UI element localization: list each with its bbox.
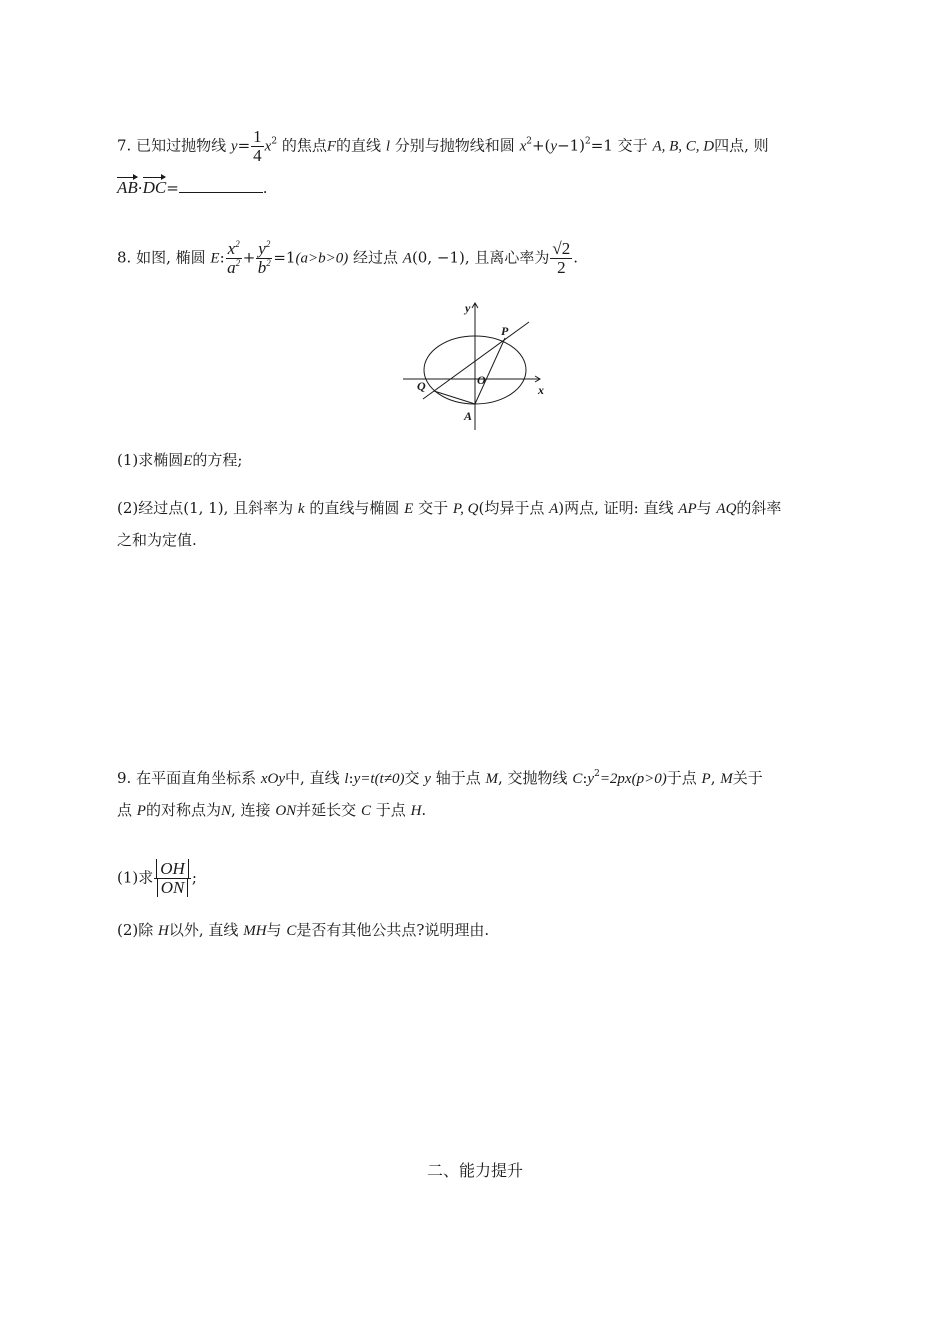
q8-part1-text: (1)求椭圆	[117, 451, 184, 469]
q8-exp: 2	[266, 258, 271, 268]
q9-var-P: P	[701, 771, 711, 787]
q9-var-l: l	[344, 771, 349, 787]
q9-part1	[117, 860, 197, 897]
q9-text: , 连接	[231, 801, 271, 819]
q7-circle-eq: =1	[590, 136, 613, 155]
q8-eccentricity	[550, 240, 572, 277]
q8-var-E: E	[210, 250, 220, 267]
q8-period: .	[573, 248, 579, 267]
q9-var-H: H	[158, 923, 169, 939]
q7-text: 分别与抛物线和圆	[394, 136, 515, 155]
q9-parabola-rhs: =2px	[599, 771, 632, 787]
q8-var-A: A	[402, 250, 412, 267]
q8-var-x: x	[227, 239, 236, 258]
q9-part2-text: 是否有其他公共点?说明理由.	[296, 921, 490, 939]
q9-text: 关于	[732, 769, 763, 787]
dot-operator: ·	[137, 179, 143, 197]
q7-frac-num: 1	[253, 127, 262, 146]
q8-var-b: b	[257, 258, 267, 277]
q7-exp: 2	[271, 136, 278, 147]
label-A: A	[464, 409, 473, 423]
q9-colon: :	[582, 769, 588, 787]
q7-exp: 2	[526, 136, 532, 147]
vector-DC: DC	[142, 178, 167, 197]
q8-line-AQ: AQ	[716, 501, 737, 517]
q8-part2-E: E	[404, 501, 414, 517]
q9-text: 并延长交	[296, 801, 357, 819]
q9-comma: ,	[710, 769, 716, 787]
q8-text: , 且离心率为	[464, 248, 550, 267]
q8-frac-x-den	[226, 259, 242, 277]
q8-coord-A: (0, −1)	[411, 248, 465, 267]
q7-var-l: l	[385, 138, 390, 155]
q7-fraction	[251, 128, 264, 165]
q9-line-eq: y=t	[353, 771, 375, 787]
q7-circle-y: y	[550, 138, 558, 155]
q9-text: 交	[404, 769, 420, 787]
label-O: O	[477, 373, 486, 387]
q9-parabola: y	[587, 771, 595, 787]
q8-frac-x-num	[226, 240, 242, 259]
q8-plus: +	[242, 248, 256, 267]
q8-exp: 2	[265, 239, 271, 249]
q7-line-1	[117, 128, 769, 165]
q9-var-C: C	[360, 803, 371, 819]
section-heading: 二、能力提升	[426, 1161, 523, 1180]
q8-part2-A: A	[549, 501, 559, 517]
q8-frac-y	[256, 240, 272, 277]
q7-var-y: y	[230, 138, 238, 155]
q8-text: 如图, 椭圆	[136, 248, 206, 267]
q7-text: 已知过抛物线	[136, 136, 227, 155]
q8-part2-text: 交于	[418, 499, 449, 517]
q9-part2-text: 与	[266, 921, 282, 939]
q7-line-2	[117, 176, 268, 198]
q9-ratio-fraction	[154, 860, 191, 897]
q8-part2-text: )两点, 证明: 直线	[558, 499, 674, 517]
label-x: x	[538, 383, 544, 397]
q9-text: 中, 直线	[285, 769, 340, 787]
q9-part1-text: ;	[191, 868, 197, 887]
q9-var-M: M	[485, 771, 498, 787]
q8-exp: 2	[235, 239, 240, 249]
q9-part2-text: (2)除	[117, 921, 154, 939]
q8-part2-text: 的斜率	[736, 499, 782, 517]
label-Q: Q	[417, 379, 426, 393]
q7-text: 的焦点	[281, 136, 327, 155]
q9-ON: ON	[275, 803, 297, 819]
q9-text: 于点	[375, 801, 406, 819]
q8-frac-y-den	[256, 259, 272, 277]
q8-part2	[117, 498, 781, 519]
q7-var-F: F	[326, 138, 337, 155]
q8-part1-text: 的方程;	[192, 451, 243, 469]
abs-ON: ON	[157, 878, 189, 897]
q8-points-PQ: P, Q	[452, 501, 479, 517]
q8-part1	[117, 450, 242, 471]
q8-part2-text: 之和为定值.	[117, 531, 197, 549]
q9-var-C: C	[572, 771, 583, 787]
q7-circle-eq: +(	[531, 136, 551, 155]
q8-part1-E: E	[183, 453, 193, 469]
segment-AQ	[434, 391, 475, 404]
q8-part2-text: (2)经过点(1, 1), 且斜率为	[117, 499, 294, 517]
q8-part2-cont	[117, 530, 197, 550]
q9-text: 于点	[666, 769, 697, 787]
line-PQ	[423, 322, 529, 399]
q8-part2-text: 与	[696, 499, 712, 517]
q9-line-MH: MH	[243, 923, 267, 939]
q8-part2-text: 的直线与椭圆	[309, 499, 400, 517]
q9-text: 的对称点为	[145, 801, 221, 819]
q9-var-N: N	[220, 803, 231, 819]
q7-frac-den: 4	[253, 146, 262, 165]
label-y: y	[465, 301, 471, 315]
q9-xOy: xOy	[260, 771, 286, 787]
q7-text: 交于	[617, 136, 648, 155]
q9-text: , 交抛物线	[498, 769, 568, 787]
q7-circle-eq: −1)	[557, 136, 586, 155]
q8-var-k: k	[297, 501, 305, 517]
q9-number: 9.	[117, 769, 132, 787]
ellipse-figure	[398, 298, 558, 433]
segment-AP	[475, 338, 505, 404]
q9-line-1	[117, 768, 763, 789]
q9-condition: (t≠0)	[374, 771, 405, 787]
q9-text: 在平面直角坐标系	[136, 769, 257, 787]
q7-points: A, B, C, D	[652, 138, 715, 155]
q9-part2-text: 以外, 直线	[168, 921, 239, 939]
q7-equals: =	[166, 179, 179, 197]
q8-ecc-num: √2	[552, 239, 571, 258]
q7-exp: 2	[585, 136, 591, 147]
q7-period: .	[262, 179, 268, 197]
q9-text: 点	[117, 801, 133, 819]
q9-var-H: H	[410, 803, 422, 819]
q9-exp-2: 2	[594, 769, 600, 779]
q9-var-M: M	[720, 771, 733, 787]
q7-circle-x: x	[519, 138, 527, 155]
abs-OH: OH	[156, 859, 189, 878]
q9-period: .	[421, 801, 427, 819]
q9-part2	[117, 920, 489, 941]
vector-AB: AB	[117, 178, 138, 197]
q7-number: 7.	[117, 136, 132, 155]
q8-text: 经过点	[352, 248, 398, 267]
q8-equals: =1	[273, 248, 296, 267]
label-P: P	[501, 324, 509, 338]
q9-colon: :	[348, 769, 354, 787]
q8-exp: 2	[235, 258, 241, 268]
q9-text: 轴于点	[435, 769, 481, 787]
q9-var-C: C	[286, 923, 297, 939]
q7-text: 四点, 则	[714, 136, 769, 155]
q9-var-y: y	[424, 771, 431, 787]
q8-ecc-den: 2	[557, 258, 566, 277]
q8-line-1	[117, 240, 578, 277]
q7-text: 的直线	[336, 136, 382, 155]
q8-line-AP: AP	[678, 501, 697, 517]
q7-equals: =	[237, 136, 251, 155]
q9-part1-text: (1)求	[117, 868, 154, 887]
q8-var-y: y	[258, 239, 266, 258]
q8-part2-text: (均异于点	[478, 499, 545, 517]
q8-frac-y-num	[256, 240, 272, 259]
q9-p-condition: (p>0)	[631, 771, 667, 787]
q9-line-2	[117, 800, 426, 821]
answer-blank[interactable]	[179, 176, 263, 193]
q8-condition: (a>b>0)	[295, 250, 349, 267]
q8-var-a: a	[227, 258, 236, 277]
q8-number: 8.	[117, 248, 132, 267]
q8-frac-x	[226, 240, 242, 277]
q7-var-x: x	[264, 138, 272, 155]
q9-var-P: P	[136, 803, 146, 819]
q8-colon: :	[219, 248, 225, 267]
